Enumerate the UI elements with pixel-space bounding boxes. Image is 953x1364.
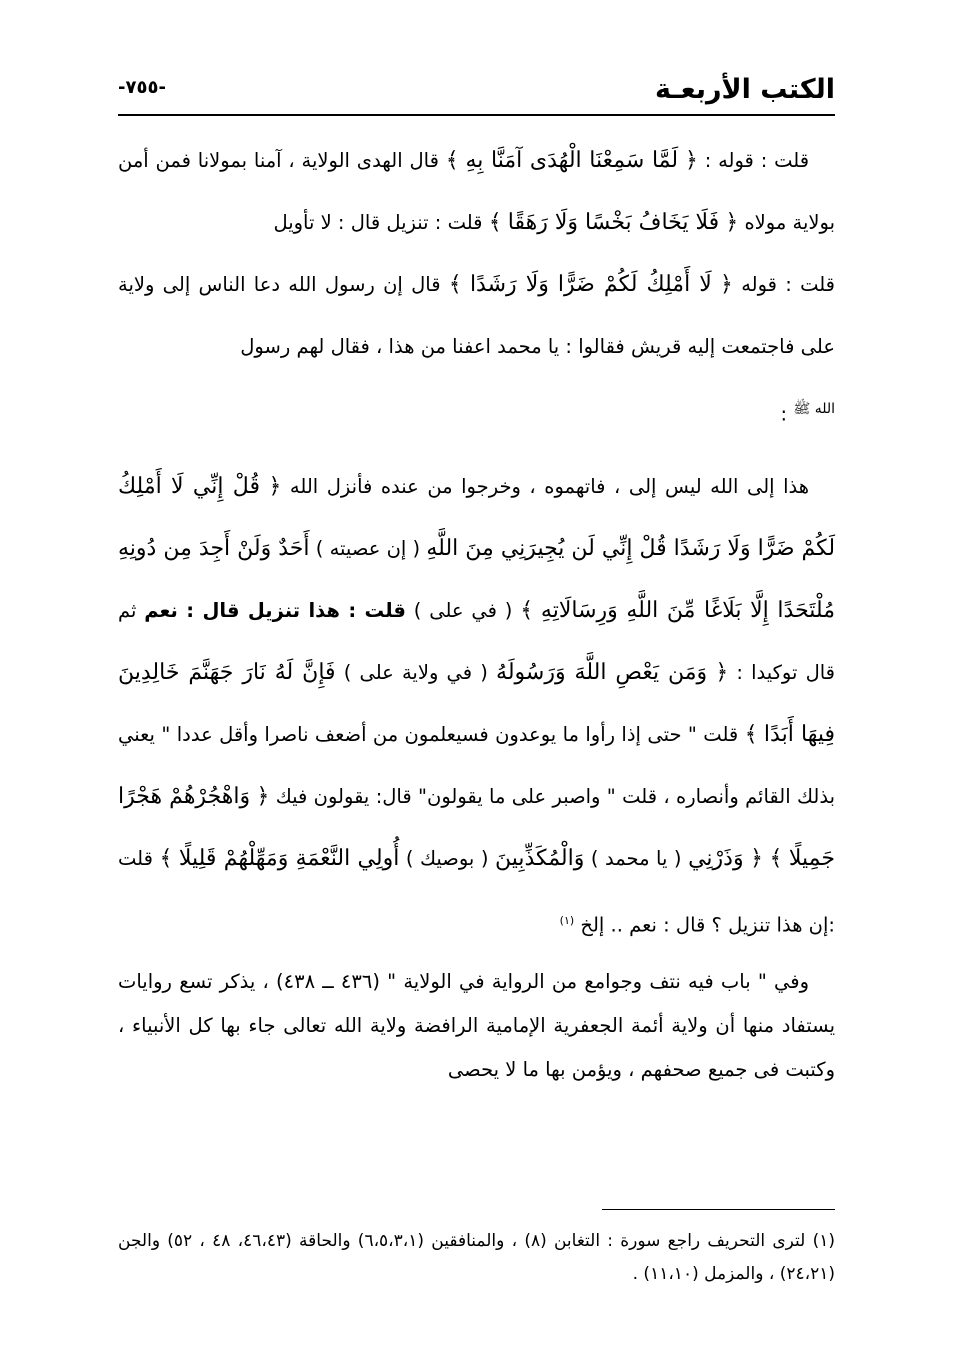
text: قلت : تنزيل قال : لا تأويل bbox=[273, 211, 483, 234]
quran-verse: أُولِي النَّعْمَةِ وَمَهِّلْهُمْ قَلِيلًا bbox=[178, 845, 400, 871]
footnotes bbox=[118, 1225, 835, 1291]
bracket-close: ﴾ bbox=[159, 845, 173, 871]
bracket-open: ﴿ bbox=[268, 473, 282, 499]
quran-verse: فَلَا يَخَافُ بَخْسًا وَلَا رَهَقًا bbox=[507, 210, 720, 235]
text: ( إن عصيته ) bbox=[315, 536, 421, 560]
quran-verse: لَمَّا سَمِعْنَا الْهُدَى آمَنَّا بِهِ bbox=[465, 148, 679, 173]
text: قال إن رسول الله دعا الناس إلى ولاية على فاجتمعت إليه قريش فقالوا : يا محمد اعفنا من هذا ، فقال لهم رسول bbox=[118, 273, 835, 358]
quran-verse: فَإِنَّ لَهُ نَارَ جَهَنَّمَ خَالِدِينَ فِيهَا أَبَدًا bbox=[118, 659, 836, 747]
text: قلت " حتى إذا رأوا ما يوعدون فسيعلمون من أضعف ناصرا وأقل عددا " يعني بذلك القائم وأنصاره ، قلت " واصبر على ما يقولون" قال: يقولون فيك bbox=[118, 722, 836, 808]
text: ( بوصيك ) bbox=[405, 846, 489, 870]
paragraph-gap bbox=[118, 446, 835, 456]
quran-verse: وَالْمُكَذِّبِينَ bbox=[494, 845, 585, 871]
bracket-close: ﴾ bbox=[488, 210, 502, 235]
bold-text: قلت : هذا تنزيل قال : نعم bbox=[144, 598, 406, 622]
main-text bbox=[118, 130, 835, 1092]
text: قلت : قوله : bbox=[704, 149, 810, 172]
quran-verse: وَذَرْنِي bbox=[688, 845, 744, 871]
footnote-divider bbox=[602, 1209, 835, 1210]
bracket-close: ﴾ bbox=[520, 597, 534, 623]
paragraph-1 bbox=[118, 130, 835, 254]
footnote-reference[interactable]: (١) bbox=[559, 913, 575, 927]
text: : bbox=[780, 402, 788, 426]
bracket-close: ﴾ bbox=[744, 721, 758, 747]
honorific-salawat: الله ﷺ bbox=[793, 401, 835, 417]
text: قال الهدى الولاية ، آمنا بمولانا فمن أمن بولاية مولاه bbox=[118, 149, 835, 234]
bracket-open: ﴿ bbox=[715, 659, 729, 685]
footnote-1: (١) لترى التحريف راجع سورة : التغابن (٨) ، والمنافقين (٦،٥،٣،١) والحاقة (٤٦،٤٣، ٤٨ ، ٥٢) والجن (٢٤،٢١) ، والمزمل (١١،١٠) . bbox=[118, 1231, 835, 1284]
quran-verse: قُلْ إِنِّي لَا أَمْلِكُ لَكُمْ ضَرًّا وَلَا رَشَدًا قُلْ إِنِّي لَن يُجِيرَنِي مِنَ اللَّهِ bbox=[118, 473, 836, 561]
text: ثم قال توكيدا : bbox=[118, 598, 835, 684]
text: قلت :إن هذا تنزيل ؟ قال : نعم .. إلخ bbox=[118, 846, 835, 936]
bracket-close: ﴾ bbox=[448, 272, 462, 297]
text: قلت : قوله bbox=[741, 273, 836, 296]
bracket-close: ﴾ bbox=[769, 845, 783, 871]
quran-verse: وَاهْجُرْهُمْ هَجْرًا جَمِيلًا bbox=[118, 783, 835, 871]
paragraph-4: وفي " باب فيه نتف وجوامع من الرواية في الولاية " (٤٣٦ ــ ٤٣٨) ، يذكر تسع روايات يستفاد منها أن ولاية أئمة الجعفرية الإمامية الرافضة ولاية الله تعالى جاء بها كل الأنبياء ، وكتبت فى جميع صحفهم ، ويؤمن بها ما لا يحصى bbox=[118, 970, 835, 1081]
bracket-open: ﴿ bbox=[750, 845, 763, 871]
paragraph-2 bbox=[118, 254, 835, 446]
text: ( في ولاية على ) bbox=[343, 660, 488, 684]
text: ( يا محمد ) bbox=[590, 846, 682, 870]
bracket-open: ﴿ bbox=[725, 210, 739, 235]
quran-verse: أَحَدٌ وَلَنْ أَجِدَ مِن دُونِهِ مُلْتَحَدًا إِلَّا بَلَاغًا مِّنَ اللَّهِ وَرِسَالَاتِهِ bbox=[118, 535, 835, 623]
text: هذا إلى الله ليس إلى ، فاتهموه ، وخرجوا من عنده فأنزل الله bbox=[289, 474, 810, 498]
page-number: -٧٥٥- bbox=[118, 77, 166, 98]
bracket-open: ﴿ bbox=[684, 148, 698, 173]
quran-verse: وَمَن يَعْصِ اللَّهَ وَرَسُولَهُ bbox=[496, 659, 708, 685]
paragraph-3 bbox=[118, 456, 835, 957]
running-title: الكتب الأربعـة bbox=[655, 74, 835, 105]
bracket-open: ﴿ bbox=[256, 783, 270, 809]
bracket-open: ﴿ bbox=[720, 272, 733, 297]
page-header bbox=[118, 70, 835, 116]
quran-verse: لَا أَمْلِكُ لَكُمْ ضَرًّا وَلَا رَشَدًا bbox=[469, 272, 712, 297]
text: ( في على ) bbox=[413, 598, 513, 622]
bracket-close: ﴾ bbox=[445, 148, 459, 173]
